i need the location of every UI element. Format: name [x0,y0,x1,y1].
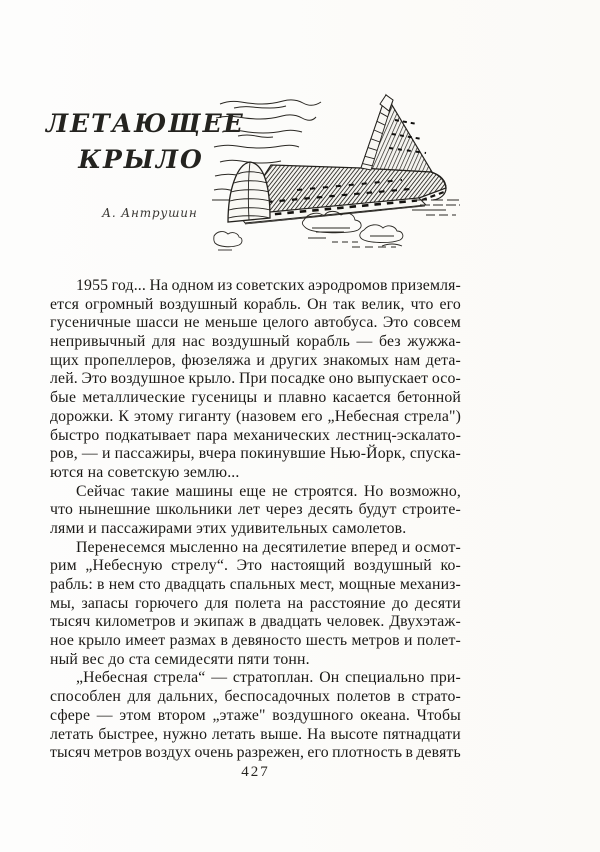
text-line: рабль: в нем сто двадцать спальных мест, мощные механиз- [50,576,461,593]
text-line: быстро подкатывает пара механических лестниц-эскалато- [50,426,461,444]
body-text [50,277,461,763]
text-line: щих пропеллеров, фюзеляжа и других знакомых нам дета- [50,351,461,369]
text-line: лей. Это воздушное крыло. При посадке оно выпускает осо- [50,370,461,388]
chapter-title-line1: ЛЕТАЮЩЕЕ [46,109,245,138]
text-line: тысяч километров и экипаж в двадцать человек. Двухэтаж- [50,613,461,631]
text-line: ный вес до ста семидесяти пяти тонн. [50,650,310,668]
text-line: способлен для дальних, беспосадочных полетов в страто- [50,688,461,706]
author-name: А. Антрушин [102,206,198,220]
page-number: 427 [241,764,270,780]
text-line: ются на советскую землю... [50,463,240,481]
text-line: 1955 год... На одном из советских аэродромов приземля- [76,277,461,294]
text-line: дорожки. К этому гиганту (назовем его „Небесная стрела") [50,407,461,425]
text-line: летать быстрее, нужно летать выше. На высоте пятнадцати [50,725,461,743]
text-line: непривычный для нас воздушный корабль — без жужжа- [50,333,461,351]
chapter-title-line2: КРЫЛО [78,145,204,174]
text-line: гусеничные шасси не меньше целого автобуса. Это совсем [50,314,461,332]
text-line: ется огромный воздушный корабль. Он так велик, что его [50,295,461,313]
text-line: сфере — этом втором „этаже" воздушного океана. Чтобы [50,706,461,724]
chapter-title [46,106,245,178]
text-line: Сейчас такие машины еще не строятся. Но возможно, [76,482,461,500]
text-line: лями и пассажирами этих удивительных самолетов. [50,519,407,537]
text-line: „Небесная стрела“ — стратоплан. Он специально при- [76,669,461,687]
wingtip-endplate [228,162,270,222]
text-line: ное крыло имеет размах в девяносто шесть метров и полет- [50,632,461,650]
text-line: тысяч метров воздух очень разрежен, его плотность в девять [50,744,461,762]
tail-fin [361,95,432,172]
text-line: что нынешние школьники лет через десять будут строите- [50,501,461,519]
flying-wing-illustration [212,50,482,260]
text-line: рим „Небесную стрелу“. Это настоящий воздушный ко- [50,557,461,575]
text-line: ров, — и пассажиры, вчера покинувшие Нью-Йорк, спуска- [50,445,461,463]
text-line: бые металлические гусеницы и плавно касается бетонной [50,389,461,407]
text-line: мы, запасы горючего для полета на расстояние до десяти [50,594,461,612]
text-line: Перенесемся мысленно на десятилетие вперед и осмот- [76,538,461,556]
